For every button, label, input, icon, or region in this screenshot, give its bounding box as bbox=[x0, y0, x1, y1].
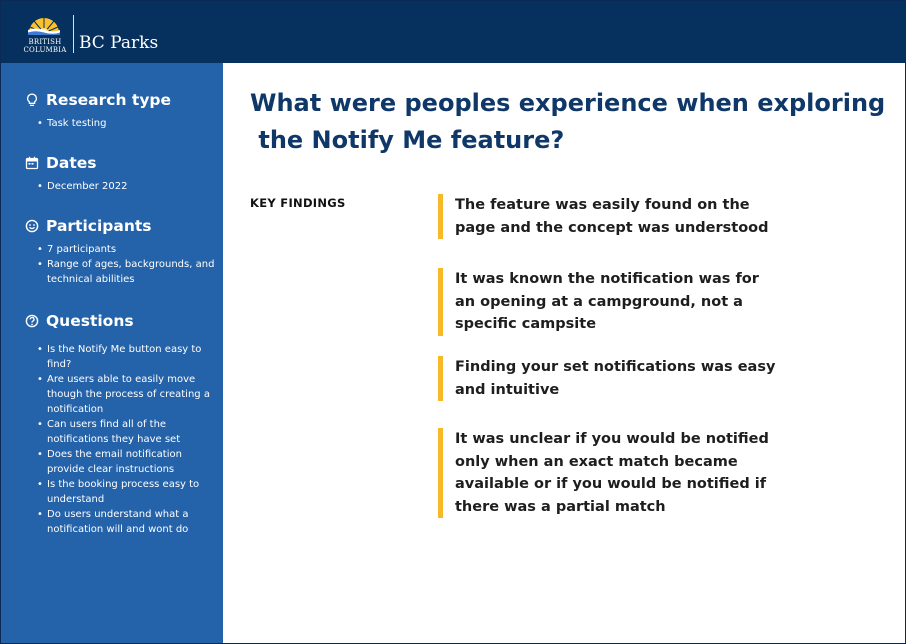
participants-title: Participants bbox=[46, 217, 152, 235]
finding-item bbox=[438, 356, 775, 401]
page-title-line: the Notify Me feature? bbox=[250, 126, 565, 154]
sunrise-logo-icon bbox=[26, 13, 62, 35]
questions-title: Questions bbox=[46, 312, 134, 330]
dates-section bbox=[25, 152, 215, 194]
finding-text: The feature was easily found on the page and the concept was understood bbox=[455, 197, 769, 236]
dates-title: Dates bbox=[46, 154, 97, 172]
bc-government-wordmark: BRITISH COLUMBIA bbox=[23, 38, 67, 54]
finding-text: It was known the notification was for an opening at a campground, not a specific campsite bbox=[455, 271, 759, 332]
calendar-icon bbox=[25, 156, 39, 170]
research-summary-sidebar bbox=[1, 63, 223, 643]
list-item: • Can users find all of the notifications they have set bbox=[47, 417, 215, 447]
list-item: • Are users able to easily move though the process of creating a notification bbox=[47, 372, 215, 417]
finding-item bbox=[438, 428, 769, 518]
key-findings-label: KEY FINDINGS bbox=[250, 196, 346, 210]
questions-list bbox=[25, 342, 215, 537]
list-item: • Is the Notify Me button easy to find? bbox=[47, 342, 215, 372]
list-item: • Range of ages, backgrounds, and technical abilities bbox=[47, 257, 215, 287]
list-item: • December 2022 bbox=[47, 179, 215, 194]
finding-text: It was unclear if you would be notified only when an exact match became available or if you would be notified if there was a partial match bbox=[455, 431, 769, 515]
finding-text: Finding your set notifications was easy and intuitive bbox=[455, 359, 776, 398]
lightbulb-icon bbox=[25, 93, 39, 107]
finding-item bbox=[438, 268, 759, 336]
list-item: • Is the booking process easy to understand bbox=[47, 477, 215, 507]
header-bar bbox=[1, 1, 905, 63]
brand-name: BC Parks bbox=[79, 33, 159, 53]
page-title-line: What were peoples experience when exploring bbox=[250, 89, 886, 117]
research-type-list bbox=[25, 116, 215, 131]
page-title bbox=[250, 85, 886, 159]
research-type-title: Research type bbox=[46, 91, 172, 109]
list-item: • Do users understand what a notification will and wont do bbox=[47, 507, 215, 537]
list-item: • Does the email notification provide clear instructions bbox=[47, 447, 215, 477]
question-circle-icon bbox=[25, 314, 39, 328]
participants-list bbox=[25, 242, 215, 287]
list-item: • 7 participants bbox=[47, 242, 215, 257]
smiley-icon bbox=[25, 219, 39, 233]
bc-parks-logo[interactable] bbox=[23, 13, 159, 55]
research-type-section bbox=[25, 89, 215, 131]
list-item: • Task testing bbox=[47, 116, 215, 131]
logo-divider bbox=[73, 15, 74, 53]
finding-item bbox=[438, 194, 769, 239]
questions-section bbox=[25, 310, 215, 537]
dates-list bbox=[25, 179, 215, 194]
participants-section bbox=[25, 215, 215, 287]
